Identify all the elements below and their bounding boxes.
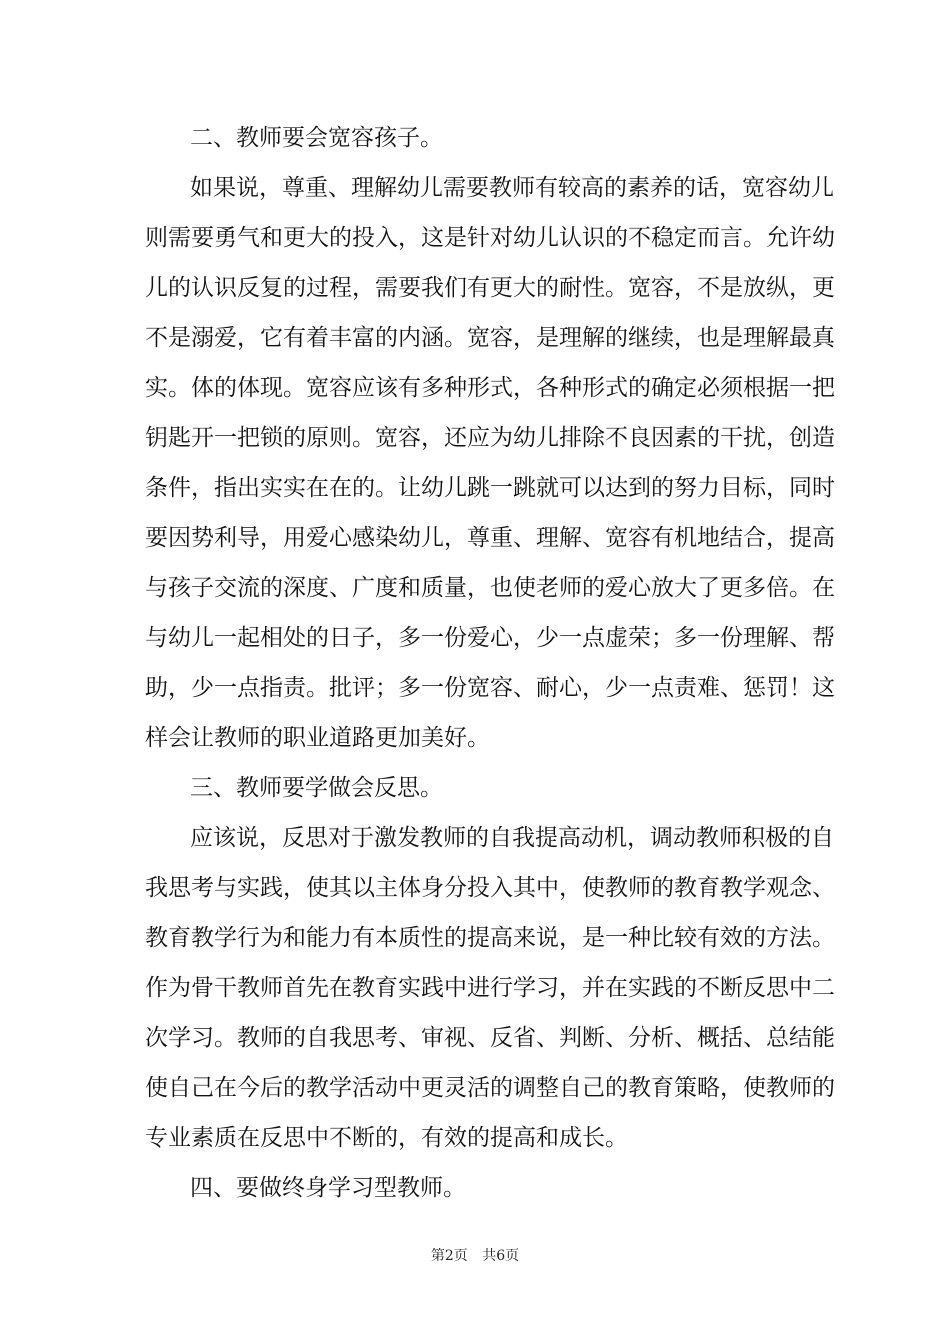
paragraph-text: 我思考与实践，使其以主体身分投入其中，使教师的教育教学观念、 — [145, 875, 835, 901]
paragraph-text: 则需要勇气和更大的投入，这是针对幼儿认识的不稳定而言。允许幼 — [145, 225, 835, 251]
paragraph-line — [0, 463, 950, 513]
paragraph-line — [0, 663, 950, 713]
paragraph-line — [0, 363, 950, 413]
paragraph-line — [0, 863, 950, 913]
paragraph-line — [0, 313, 950, 363]
paragraph-line — [0, 263, 950, 313]
paragraph-text: 儿的认识反复的过程，需要我们有更大的耐性。宽容，不是放纵，更 — [145, 275, 835, 301]
paragraph-text: 作为骨干教师首先在教育实践中进行学习，并在实践的不断反思中二 — [145, 975, 835, 1001]
section-heading-4 — [0, 1163, 950, 1213]
paragraph-text: 与孩子交流的深度、广度和质量，也使老师的爱心放大了更多倍。在 — [145, 575, 835, 601]
paragraph-text: 要因势利导，用爱心感染幼儿，尊重、理解、宽容有机地结合，提高 — [145, 525, 835, 551]
paragraph-line — [0, 563, 950, 613]
page-number: 第2页 — [430, 1248, 468, 1264]
paragraph-line — [0, 963, 950, 1013]
paragraph-line — [0, 713, 950, 763]
paragraph-line — [0, 613, 950, 663]
paragraph-line — [0, 213, 950, 263]
paragraph-text: 专业素质在反思中不断的，有效的提高和成长。 — [145, 1125, 628, 1151]
paragraph-text: 样会让教师的职业道路更加美好。 — [145, 725, 490, 751]
heading-text: 二、教师要会宽容孩子。 — [190, 125, 443, 151]
paragraph-line — [0, 163, 950, 213]
paragraph-line — [0, 413, 950, 463]
paragraph-text: 实。体的体现。宽容应该有多种形式，各种形式的确定必须根据一把 — [145, 375, 835, 401]
paragraph-text: 助，少一点指责。批评；多一份宽容、耐心，少一点责难、惩罚！这 — [145, 675, 835, 701]
section-heading-2 — [0, 113, 950, 163]
paragraph-line — [0, 1113, 950, 1163]
page-footer — [0, 1246, 950, 1266]
paragraph-line — [0, 1013, 950, 1063]
paragraph-line — [0, 1063, 950, 1113]
page-total: 共6页 — [482, 1248, 520, 1264]
paragraph-text: 应该说，反思对于激发教师的自我提高动机，调动教师积极的自 — [190, 825, 834, 851]
section-heading-3 — [0, 763, 950, 813]
paragraph-line — [0, 913, 950, 963]
paragraph-text: 不是溺爱，它有着丰富的内涵。宽容，是理解的继续，也是理解最真 — [145, 325, 835, 351]
paragraph-text: 使自己在今后的教学活动中更灵活的调整自己的教育策略，使教师的 — [145, 1075, 835, 1101]
paragraph-line — [0, 813, 950, 863]
paragraph-text: 次学习。教师的自我思考、审视、反省、判断、分析、概括、总结能 — [145, 1025, 835, 1051]
paragraph-text: 如果说，尊重、理解幼儿需要教师有较高的素养的话，宽容幼儿 — [190, 175, 834, 201]
heading-text: 三、教师要学做会反思。 — [190, 775, 443, 801]
paragraph-text: 条件，指出实实在在的。让幼儿跳一跳就可以达到的努力目标，同时 — [145, 475, 835, 501]
heading-text: 四、要做终身学习型教师。 — [190, 1175, 466, 1201]
paragraph-text: 钥匙开一把锁的原则。宽容，还应为幼儿排除不良因素的干扰，创造 — [145, 425, 835, 451]
paragraph-line — [0, 513, 950, 563]
paragraph-text: 与幼儿一起相处的日子，多一份爱心，少一点虚荣；多一份理解、帮 — [145, 625, 835, 651]
paragraph-text: 教育教学行为和能力有本质性的提高来说，是一种比较有效的方法。 — [145, 925, 835, 951]
